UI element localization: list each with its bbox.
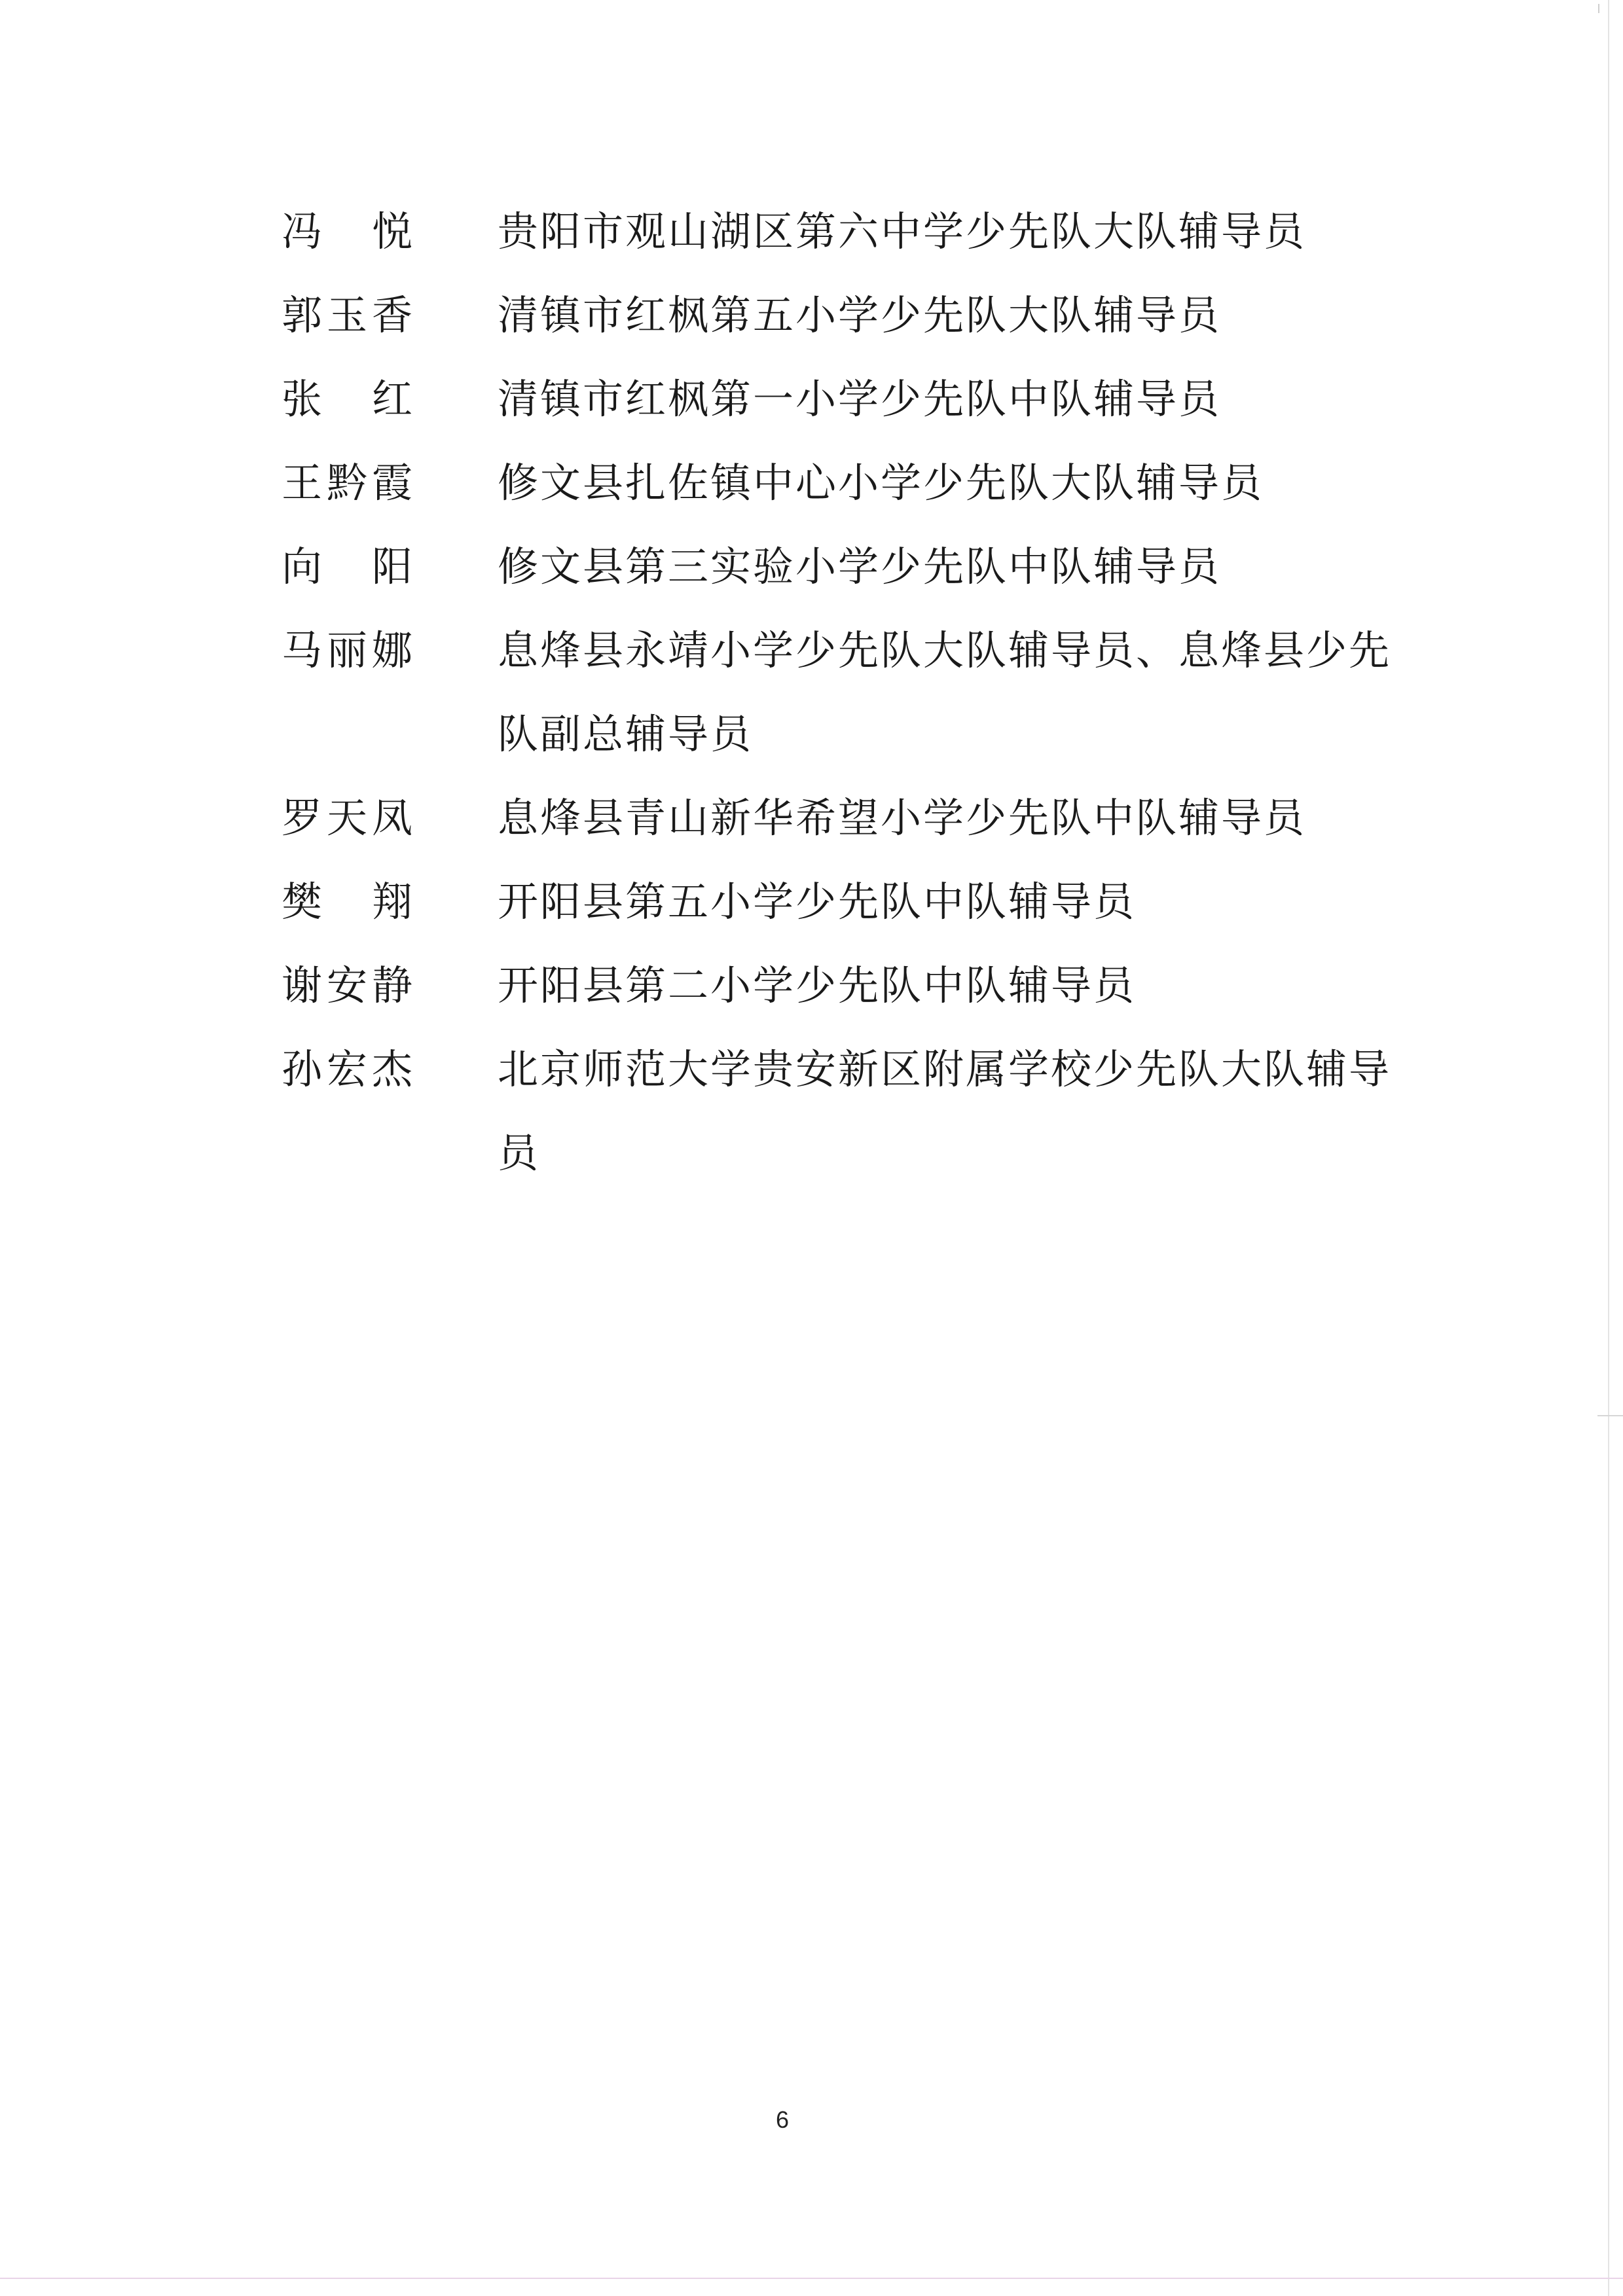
person-position: 修文县第三实验小学少先队中队辅导员 <box>498 543 1222 590</box>
person-position: 贵阳市观山湖区第六中学少先队大队辅导员 <box>498 207 1307 255</box>
person-position: 开阳县第五小学少先队中队辅导员 <box>498 878 1137 925</box>
person-name: 冯 悦 <box>282 207 412 255</box>
person-name: 向 阳 <box>282 543 412 590</box>
person-position: 息烽县永靖小学少先队大队辅导员、息烽县少先队副总辅导员 <box>498 626 1392 758</box>
person-name: 郭玉香 <box>282 291 412 339</box>
person-name: 谢安静 <box>282 961 412 1009</box>
page-number: 6 <box>775 2106 790 2133</box>
person-name: 张 红 <box>282 375 412 423</box>
person-name: 孙宏杰 <box>282 1045 412 1093</box>
person-position: 息烽县青山新华希望小学少先队中队辅导员 <box>498 794 1307 842</box>
person-name: 马丽娜 <box>282 626 412 674</box>
scan-artifact <box>1598 4 1599 13</box>
scan-edge-right <box>1608 0 1609 2296</box>
person-position: 清镇市红枫第一小学少先队中队辅导员 <box>498 375 1222 423</box>
person-position: 清镇市红枫第五小学少先队大队辅导员 <box>498 291 1222 339</box>
person-position: 北京师范大学贵安新区附属学校少先队大队辅导员 <box>498 1045 1392 1177</box>
scan-artifact <box>1597 1415 1623 1416</box>
person-name: 罗天凤 <box>282 794 412 842</box>
scan-edge-bottom <box>0 2278 1623 2279</box>
person-position: 修文县扎佐镇中心小学少先队大队辅导员 <box>498 459 1264 507</box>
person-name: 樊 翔 <box>282 878 412 925</box>
person-name: 王黔霞 <box>282 459 412 507</box>
person-position: 开阳县第二小学少先队中队辅导员 <box>498 961 1137 1009</box>
